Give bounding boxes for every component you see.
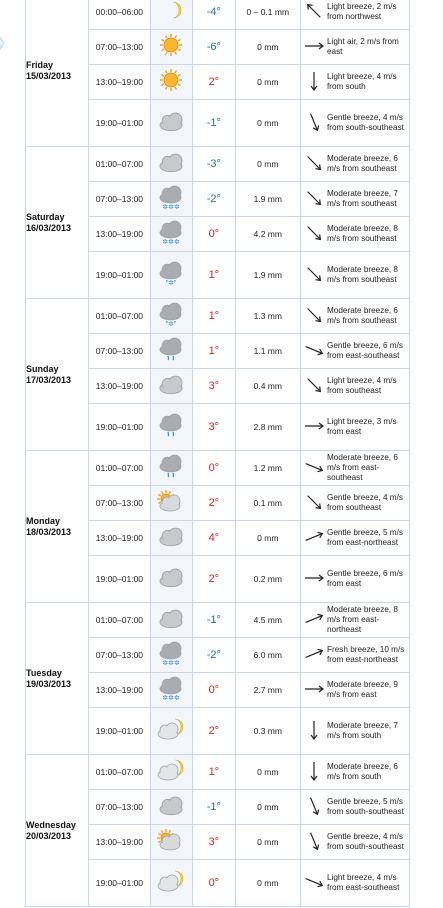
temperature: 0° <box>193 860 236 907</box>
temperature: 2° <box>193 486 236 521</box>
time-range: 19:00–01:00 <box>89 860 150 907</box>
svg-text:✲✲✲: ✲✲✲ <box>162 659 181 667</box>
wind-direction-arrow-icon <box>301 338 327 364</box>
rain-cloud-icon <box>150 451 193 486</box>
wind-cell <box>300 603 409 638</box>
temperature: 2° <box>193 708 236 755</box>
wind-description: Gentle breeze, 5 m/s from east-northeast <box>326 528 403 547</box>
snow-cloud-icon <box>150 673 193 708</box>
temperature: 1° <box>193 299 236 334</box>
wind-cell <box>300 404 409 451</box>
precipitation: 2.8 mm <box>235 404 300 451</box>
forecast-table <box>25 0 410 907</box>
temperature: -6° <box>193 30 236 65</box>
wind-cell <box>300 860 409 907</box>
time-range: 19:00–01:00 <box>89 556 150 603</box>
precipitation: 1.9 mm <box>235 182 300 217</box>
temperature: 3° <box>193 825 236 860</box>
time-range: 01:00–07:00 <box>89 299 150 334</box>
temperature: 3° <box>193 369 236 404</box>
day-date: 15/03/2013 <box>26 70 72 81</box>
temperature: 0° <box>193 217 236 252</box>
wind-direction-arrow-icon <box>301 414 327 440</box>
wind-cell <box>300 755 409 790</box>
svg-text:❜✲❜: ❜✲❜ <box>166 320 177 328</box>
temperature: 0° <box>193 673 236 708</box>
wind-description: Gentle breeze, 4 m/s from south-southeast <box>326 832 404 851</box>
precipitation: 1.9 mm <box>235 252 300 299</box>
wind-direction-arrow-icon <box>301 262 327 288</box>
wind-cell <box>300 673 409 708</box>
forecast-row <box>26 755 410 790</box>
cloud-icon <box>150 147 193 182</box>
time-range: 13:00–19:00 <box>89 521 150 556</box>
day-cell <box>26 0 89 147</box>
temperature: 0° <box>193 451 236 486</box>
svg-text:✲✲✲: ✲✲✲ <box>162 238 181 246</box>
time-range: 13:00–19:00 <box>89 65 150 100</box>
day-cell <box>26 299 89 451</box>
day-name: Friday <box>26 59 54 70</box>
wind-cell <box>300 147 409 182</box>
sleet-cloud-icon <box>150 299 193 334</box>
temperature: -4° <box>193 0 236 30</box>
precipitation: 0 mm <box>235 755 300 790</box>
wind-cell <box>300 0 409 30</box>
time-range: 07:00–13:00 <box>89 638 150 673</box>
wind-cell <box>300 252 409 299</box>
precipitation: 0 mm <box>235 825 300 860</box>
wind-direction-arrow-icon <box>301 186 327 212</box>
wind-direction-arrow-icon <box>301 0 327 25</box>
moon-cloud-icon <box>150 755 193 790</box>
cloud-icon <box>150 369 193 404</box>
precipitation: 0 mm <box>235 790 300 825</box>
wind-direction-arrow-icon <box>301 490 327 516</box>
wind-cell <box>300 556 409 603</box>
wind-cell <box>300 521 409 556</box>
wind-direction-arrow-icon <box>301 525 327 551</box>
precipitation: 4.5 mm <box>235 603 300 638</box>
wind-description: Light breeze, 2 m/s from northwest <box>326 2 397 21</box>
day-date: 18/03/2013 <box>26 526 72 537</box>
wind-direction-arrow-icon <box>301 718 327 744</box>
precipitation: 0.3 mm <box>235 708 300 755</box>
side-panel-tab[interactable] <box>0 28 10 58</box>
wind-cell <box>300 825 409 860</box>
day-cell <box>26 603 89 755</box>
wind-direction-arrow-icon <box>301 373 327 399</box>
sun-icon <box>150 30 193 65</box>
wind-direction-arrow-icon <box>301 870 327 896</box>
day-name: Tuesday <box>26 667 62 678</box>
wind-description: Light breeze, 3 m/s from east <box>326 417 397 436</box>
moon-cloud-icon <box>150 860 193 907</box>
wind-description: Fresh breeze, 10 m/s from east-northeast <box>326 645 405 664</box>
precipitation: 0 mm <box>235 65 300 100</box>
wind-description: Gentle breeze, 4 m/s from southeast <box>326 493 403 512</box>
day-name: Monday <box>26 515 61 526</box>
time-range: 07:00–13:00 <box>89 790 150 825</box>
precipitation: 0.2 mm <box>235 556 300 603</box>
time-range: 07:00–13:00 <box>89 30 150 65</box>
time-range: 13:00–19:00 <box>89 825 150 860</box>
temperature: -2° <box>193 182 236 217</box>
temperature: 2° <box>193 65 236 100</box>
wind-cell <box>300 100 409 147</box>
cloud-icon <box>150 603 193 638</box>
wind-direction-arrow-icon <box>301 455 327 481</box>
wind-description: Moderate breeze, 9 m/s from east <box>326 680 398 699</box>
wind-direction-arrow-icon <box>301 794 327 820</box>
wind-direction-arrow-icon <box>301 759 327 785</box>
wind-description: Moderate breeze, 7 m/s from southeast <box>326 189 398 208</box>
wind-description: Gentle breeze, 5 m/s from south-southeast <box>326 797 404 816</box>
wind-cell <box>300 790 409 825</box>
wind-cell <box>300 369 409 404</box>
wind-description: Moderate breeze, 8 m/s from southeast <box>326 224 398 243</box>
day-name: Sunday <box>26 363 59 374</box>
wind-description: Gentle breeze, 4 m/s from south-southeast <box>326 113 404 132</box>
wind-direction-arrow-icon <box>301 34 327 60</box>
wind-description: Light breeze, 4 m/s from south <box>326 72 397 91</box>
cloud-icon <box>150 521 193 556</box>
day-name: Saturday <box>26 211 65 222</box>
day-cell <box>26 147 89 299</box>
wind-direction-arrow-icon <box>301 303 327 329</box>
wind-cell <box>300 486 409 521</box>
sun-cloud-icon <box>150 825 193 860</box>
wind-cell <box>300 451 409 486</box>
precipitation: 0 mm <box>235 521 300 556</box>
cloud-icon <box>150 100 193 147</box>
wind-direction-arrow-icon <box>301 151 327 177</box>
rain-cloud-icon <box>150 334 193 369</box>
time-range: 19:00–01:00 <box>89 252 150 299</box>
temperature: -1° <box>193 603 236 638</box>
temperature: 4° <box>193 521 236 556</box>
time-range: 07:00–13:00 <box>89 486 150 521</box>
moon-cloud-icon <box>150 708 193 755</box>
wind-cell <box>300 708 409 755</box>
wind-description: Moderate breeze, 8 m/s from southeast <box>326 265 398 284</box>
wind-direction-arrow-icon <box>301 69 327 95</box>
rain-cloud-icon <box>150 404 193 451</box>
temperature: 1° <box>193 755 236 790</box>
svg-text:❜✲❜: ❜✲❜ <box>166 279 177 287</box>
wind-cell <box>300 65 409 100</box>
wind-direction-arrow-icon <box>301 607 327 633</box>
time-range: 01:00–07:00 <box>89 451 150 486</box>
day-name: Wednesday <box>26 819 76 830</box>
temperature: 3° <box>193 404 236 451</box>
cloud-icon <box>150 790 193 825</box>
wind-description: Gentle breeze, 6 m/s from east-southeast <box>326 341 403 360</box>
time-range: 01:00–07:00 <box>89 755 150 790</box>
time-range: 13:00–19:00 <box>89 673 150 708</box>
wind-direction-arrow-icon <box>301 642 327 668</box>
sleet-cloud-icon <box>150 252 193 299</box>
wind-cell <box>300 638 409 673</box>
wind-cell <box>300 299 409 334</box>
wind-description: Moderate breeze, 6 m/s from southeast <box>326 306 398 325</box>
time-range: 00:00–06:00 <box>89 0 150 30</box>
day-date: 20/03/2013 <box>26 830 72 841</box>
day-cell <box>26 451 89 603</box>
wind-description: Light breeze, 4 m/s from east-southeast <box>326 873 400 892</box>
temperature: -1° <box>193 790 236 825</box>
temperature: -3° <box>193 147 236 182</box>
forecast-row <box>26 603 410 638</box>
cloud-icon <box>150 556 193 603</box>
temperature: 1° <box>193 252 236 299</box>
temperature: -1° <box>193 100 236 147</box>
forecast-row <box>26 299 410 334</box>
wind-description: Moderate breeze, 8 m/s from east-northeast <box>326 605 398 634</box>
precipitation: 0 mm <box>235 860 300 907</box>
time-range: 13:00–19:00 <box>89 217 150 252</box>
wind-cell <box>300 30 409 65</box>
day-date: 19/03/2013 <box>26 678 72 689</box>
snow-cloud-icon <box>150 182 193 217</box>
day-date: 17/03/2013 <box>26 374 72 385</box>
temperature: 1° <box>193 334 236 369</box>
time-range: 19:00–01:00 <box>89 404 150 451</box>
svg-text:✲✲✲: ✲✲✲ <box>162 694 181 702</box>
svg-text:✲✲✲: ✲✲✲ <box>162 203 181 211</box>
wind-direction-arrow-icon <box>301 110 327 136</box>
precipitation: 0.4 mm <box>235 369 300 404</box>
day-cell <box>26 755 89 907</box>
wind-direction-arrow-icon <box>301 829 327 855</box>
wind-cell <box>300 334 409 369</box>
wind-description: Moderate breeze, 7 m/s from south <box>326 721 398 740</box>
precipitation: 0 mm <box>235 147 300 182</box>
time-range: 13:00–19:00 <box>89 369 150 404</box>
wind-cell <box>300 182 409 217</box>
temperature: 2° <box>193 556 236 603</box>
wind-description: Moderate breeze, 6 m/s from south <box>326 762 398 781</box>
forecast-row <box>26 451 410 486</box>
sun-cloud-icon <box>150 486 193 521</box>
time-range: 19:00–01:00 <box>89 100 150 147</box>
wind-direction-arrow-icon <box>301 221 327 247</box>
precipitation: 6.0 mm <box>235 638 300 673</box>
day-date: 16/03/2013 <box>26 222 72 233</box>
precipitation: 4.2 mm <box>235 217 300 252</box>
precipitation: 2.7 mm <box>235 673 300 708</box>
forecast-row <box>26 0 410 30</box>
precipitation: 0 – 0.1 mm <box>235 0 300 30</box>
time-range: 07:00–13:00 <box>89 182 150 217</box>
time-range: 07:00–13:00 <box>89 334 150 369</box>
precipitation: 1.3 mm <box>235 299 300 334</box>
forecast-row <box>26 147 410 182</box>
snow-cloud-icon <box>150 217 193 252</box>
time-range: 01:00–07:00 <box>89 603 150 638</box>
wind-description: Light breeze, 4 m/s from southeast <box>326 376 397 395</box>
precipitation: 0 mm <box>235 30 300 65</box>
precipitation: 0 mm <box>235 100 300 147</box>
sun-icon <box>150 65 193 100</box>
wind-description: Light air, 2 m/s from east <box>326 37 399 56</box>
wind-description: Gentle breeze, 6 m/s from east <box>326 569 403 588</box>
time-range: 01:00–07:00 <box>89 147 150 182</box>
precipitation: 1.2 mm <box>235 451 300 486</box>
wind-cell <box>300 217 409 252</box>
temperature: -2° <box>193 638 236 673</box>
precipitation: 0.1 mm <box>235 486 300 521</box>
time-range: 19:00–01:00 <box>89 708 150 755</box>
precipitation: 1.1 mm <box>235 334 300 369</box>
wind-description: Moderate breeze, 6 m/s from southeast <box>326 154 398 173</box>
wind-direction-arrow-icon <box>301 566 327 592</box>
wind-description: Moderate breeze, 6 m/s from east-southeast <box>326 453 398 482</box>
moon-icon <box>150 0 193 30</box>
wind-direction-arrow-icon <box>301 677 327 703</box>
snow-cloud-icon <box>150 638 193 673</box>
